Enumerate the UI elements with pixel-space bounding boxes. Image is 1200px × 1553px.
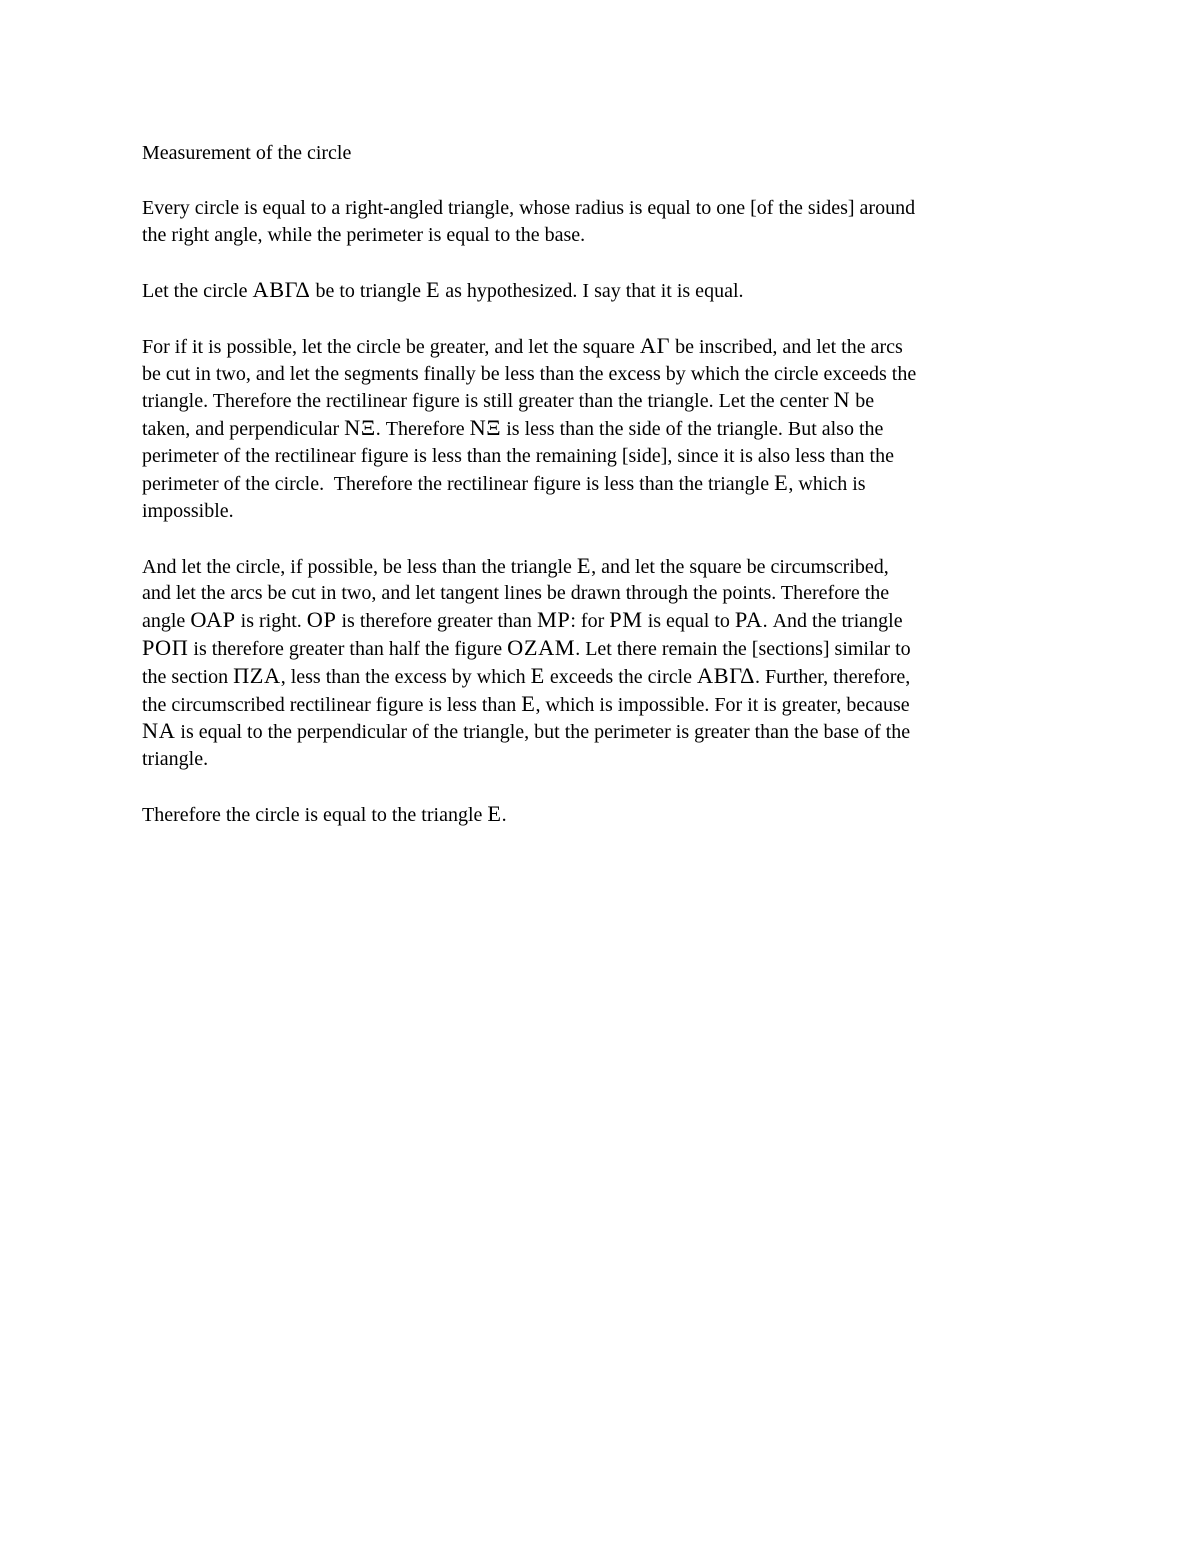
- text-line: Every circle is equal to a right-angled triangle, whose radius is equal to one [of the sides] around: [142, 196, 916, 219]
- document-title: Measurement of the circle: [142, 142, 352, 164]
- text-line: the right angle, while the perimeter is equal to the base.: [142, 223, 586, 246]
- paragraph-proposition: [142, 195, 1110, 249]
- text-line: triangle. Therefore the rectilinear figure is still greater than the triangle. Let the center Ν be: [142, 387, 875, 413]
- text-line: perimeter of the circle. Therefore the rectilinear figure is less than the triangle Ε, which is: [142, 469, 866, 495]
- text-line: triangle.: [142, 748, 209, 771]
- text-line: taken, and perpendicular ΝΞ. Therefore ΝΞ is less than the side of the triangle. But also the: [142, 415, 884, 441]
- text-line: Therefore the circle is equal to the triangle Ε.: [142, 801, 507, 827]
- text-line: ΡΟΠ is therefore greater than half the figure ΟΖΑΜ. Let there remain the [sections] similar to: [142, 634, 911, 660]
- document-title-block: [142, 140, 1110, 167]
- text-line: and let the arcs be cut in two, and let tangent lines be drawn through the points. Therefore the: [142, 582, 890, 605]
- paragraph-setup: [142, 277, 1110, 305]
- text-line: ΝΑ is equal to the perpendicular of the triangle, but the perimeter is greater than the base of the: [142, 718, 911, 744]
- paragraph-conclusion: [142, 801, 1110, 829]
- text-line: For if it is possible, let the circle be greater, and let the square ΑΓ be inscribed, and let the arcs: [142, 332, 903, 358]
- text-line: the section ΠΖΑ, less than the excess by which Ε exceeds the circle ΑΒΓΔ. Further, therefore,: [142, 662, 911, 688]
- paragraph-lesser-case: [142, 553, 1110, 773]
- text-line: Let the circle ΑΒΓΔ be to triangle Ε as hypothesized. I say that it is equal.: [142, 276, 744, 302]
- text-line: impossible.: [142, 499, 234, 522]
- text-line: be cut in two, and let the segments finally be less than the excess by which the circle exceeds the: [142, 362, 917, 385]
- paragraph-greater-case: [142, 333, 1110, 525]
- text-line: And let the circle, if possible, be less than the triangle Ε, and let the square be circumscribed,: [142, 552, 889, 578]
- text-line: the circumscribed rectilinear figure is less than Ε, which is impossible. For it is greater, because: [142, 690, 910, 716]
- text-line: angle ΟΑΡ is right. ΟΡ is therefore greater than ΜΡ: for ΡΜ is equal to ΡΑ. And the triangle: [142, 607, 903, 633]
- text-line: perimeter of the rectilinear figure is less than the remaining [side], since it is also less than the: [142, 444, 894, 467]
